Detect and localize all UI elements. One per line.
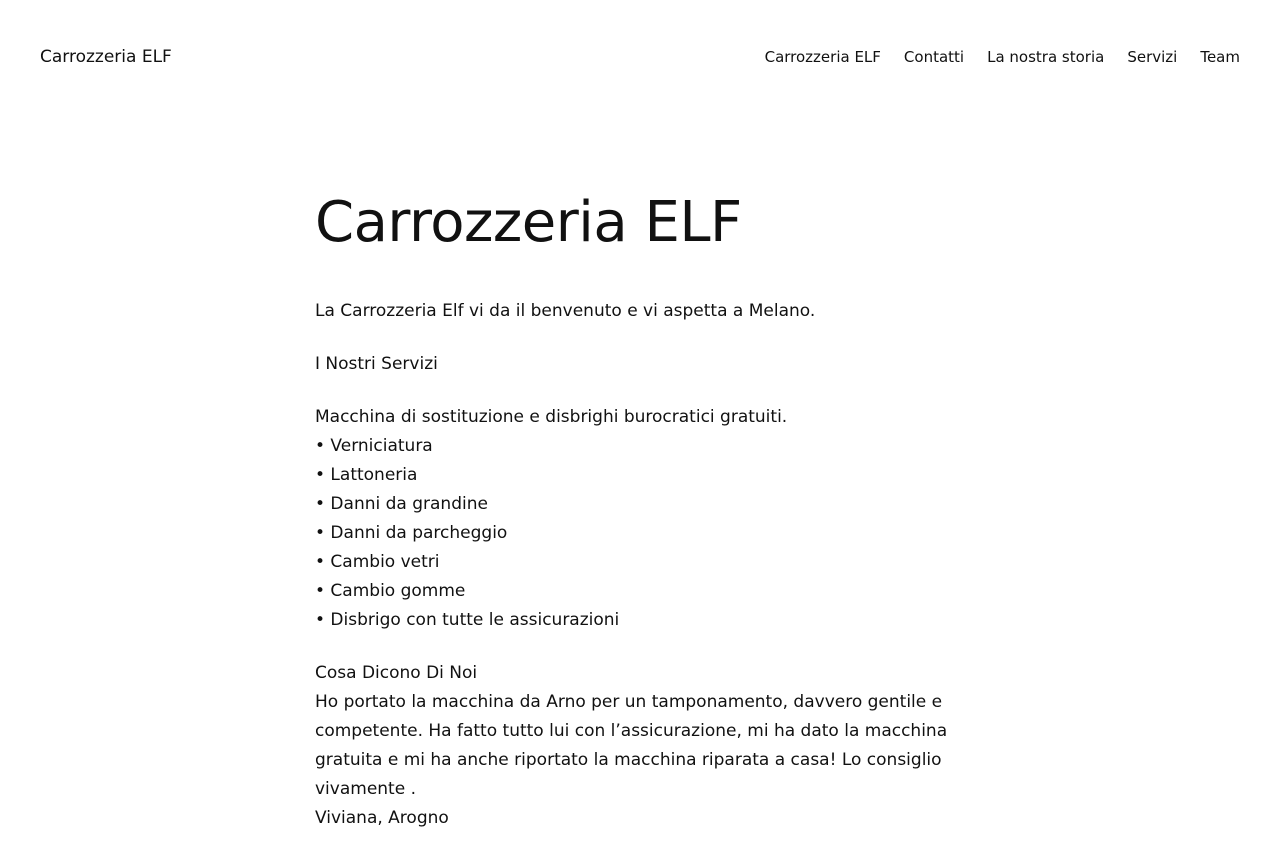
testimonial-text: Ho portato la macchina da Arno per un tamponamento, davvero gentile e competente. Ha fatto tutto lui con l’assicurazione, mi ha dato la macchina gratuita e mi ha anche riportato la macchina riparata a casa! Lo consiglio vivamente .	[315, 692, 948, 799]
service-item: • Disbrigo con tutte le assicurazioni	[315, 610, 620, 630]
testimonials-paragraph	[315, 659, 975, 833]
site-title-link[interactable]: Carrozzeria ELF	[40, 47, 172, 67]
service-item: • Lattoneria	[315, 465, 418, 485]
nav-item-la-nostra-storia[interactable]: La nostra storia	[987, 48, 1105, 66]
services-intro: Macchina di sostituzione e disbrighi burocratici gratuiti.	[315, 407, 788, 427]
services-paragraph	[315, 403, 975, 635]
service-item: • Danni da grandine	[315, 494, 488, 514]
main-navigation	[765, 46, 1240, 68]
service-item: • Danni da parcheggio	[315, 523, 508, 543]
nav-item-contatti[interactable]: Contatti	[903, 48, 965, 66]
nav-item-carrozzeria-elf[interactable]: Carrozzeria ELF	[764, 48, 881, 66]
services-heading: I Nostri Servizi	[315, 354, 438, 374]
testimonials-heading: Cosa Dicono Di Noi	[315, 663, 478, 683]
page-body	[315, 297, 975, 833]
nav-item-team[interactable]: Team	[1200, 48, 1240, 66]
intro-paragraph: La Carrozzeria Elf vi da il benvenuto e vi aspetta a Melano.	[315, 301, 816, 321]
page-title: Carrozzeria ELF	[315, 190, 742, 255]
testimonial-author: Viviana, Arogno	[315, 808, 449, 828]
site-header	[0, 0, 1280, 114]
main-content	[315, 188, 975, 857]
service-item: • Cambio gomme	[315, 581, 466, 601]
service-item: • Cambio vetri	[315, 552, 440, 572]
nav-item-servizi[interactable]: Servizi	[1127, 48, 1178, 66]
service-item: • Verniciatura	[315, 436, 433, 456]
